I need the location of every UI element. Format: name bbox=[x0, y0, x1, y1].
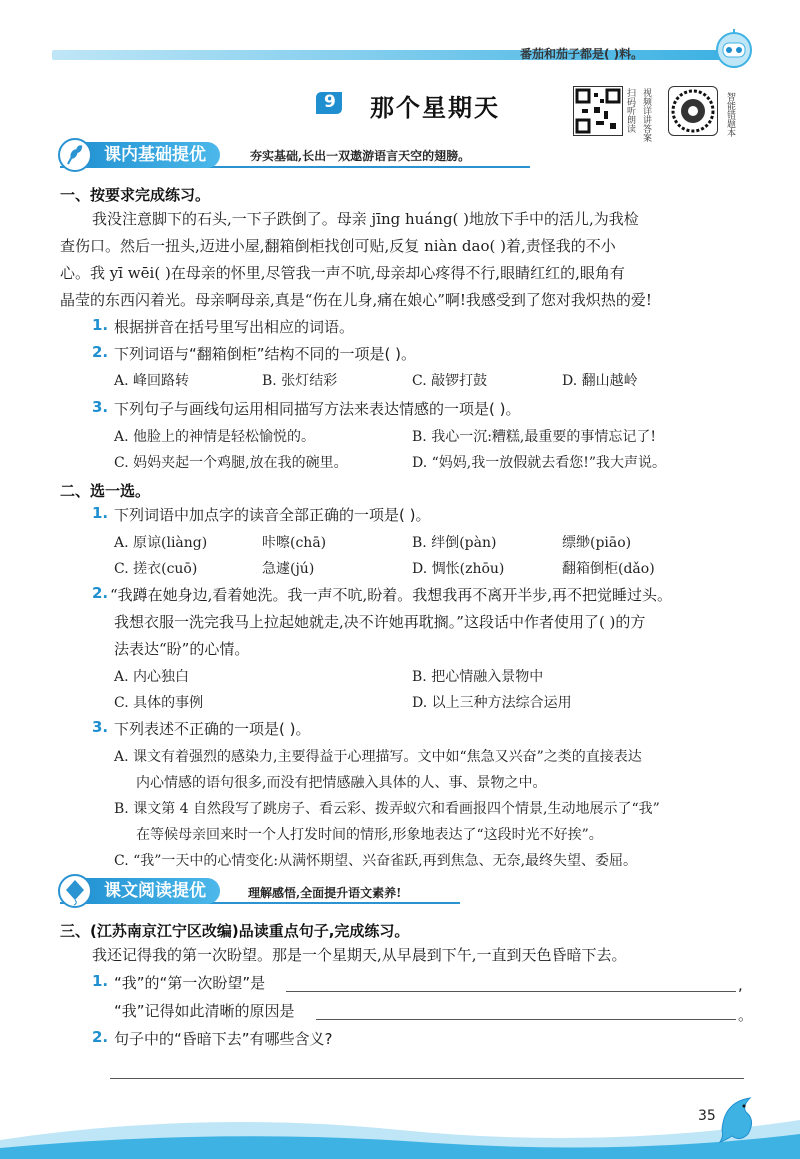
question-number: 1. bbox=[92, 316, 109, 334]
option-continuation: 在等候母亲回来时一个人打发时间的情形,形象地表达了“这段时光不好挨”。 bbox=[136, 827, 603, 843]
question-number: 1. bbox=[92, 504, 109, 522]
option[interactable]: C. 搓衣(cuō) bbox=[114, 561, 198, 577]
part3-heading: 三、(江苏南京江宁区改编)品读重点句子,完成练习。 bbox=[60, 922, 410, 940]
key-sentence: 我还记得我的第一次盼望。那是一个星期天,从早晨到下午,一直到天色昏暗下去。 bbox=[92, 946, 627, 964]
question-text: 下列句子与画线句运用相同描写方法来表达情感的一项是( )。 bbox=[114, 400, 521, 418]
qr-pattern-icon bbox=[669, 87, 717, 135]
option[interactable]: A. 他脸上的神情是轻松愉悦的。 bbox=[114, 429, 316, 445]
option[interactable]: B. 把心情融入景物中 bbox=[412, 669, 544, 685]
option-continuation: 内心情感的语句很多,而没有把情感融入具体的人、事、景物之中。 bbox=[136, 775, 547, 791]
question-number: 2. bbox=[92, 1028, 109, 1046]
kite-icon bbox=[58, 874, 92, 908]
section-subtitle: 理解感悟,全面提升语文素养! bbox=[248, 886, 402, 900]
option-word: 急遽(jú) bbox=[262, 561, 315, 577]
option[interactable]: D. 惆怅(zhōu) bbox=[412, 561, 505, 577]
question-text: 下列词语中加点字的读音全部正确的一项是( )。 bbox=[114, 506, 431, 524]
question-number: 2. bbox=[92, 343, 109, 361]
passage-line: 心。我 yī wēi( )在母亲的怀里,尽管我一声不吭,母亲却心疼得不行,眼睛红红的,眼角有 bbox=[60, 264, 625, 282]
question-number: 3. bbox=[92, 398, 109, 416]
lesson-title: 那个星期天 bbox=[370, 93, 500, 122]
option[interactable]: D. “妈妈,我一放假就去看您!”我大声说。 bbox=[412, 455, 667, 471]
question-text: 下列词语与“翻箱倒柜”结构不同的一项是( )。 bbox=[114, 345, 417, 363]
question-text: 法表达“盼”的心情。 bbox=[114, 640, 250, 658]
question-text: 下列表述不正确的一项是( )。 bbox=[114, 720, 311, 738]
qr-pattern-icon bbox=[574, 87, 622, 135]
punctuation: , bbox=[738, 976, 743, 994]
option[interactable]: C. 具体的事例 bbox=[114, 695, 204, 711]
option[interactable]: C. “我”一天中的心情变化:从满怀期望、兴奋雀跃,再到焦急、无奈,最终失望、委屈。 bbox=[114, 853, 638, 869]
question-text: 我想衣服一洗完我马上拉起她就走,决不许她再耽搁。”这段话中作者使用了( )的方 bbox=[114, 613, 646, 631]
section-badge-basics: 课内基础提优 bbox=[66, 142, 220, 168]
punctuation: 。 bbox=[738, 1006, 754, 1024]
option[interactable]: C. 妈妈夹起一个鸡腿,放在我的碗里。 bbox=[114, 455, 348, 471]
part1-heading: 一、按要求完成练习。 bbox=[60, 186, 211, 204]
lesson-number: 9 bbox=[324, 92, 336, 112]
option[interactable]: B. 我心一沉:糟糕,最重要的事情忘记了! bbox=[412, 429, 656, 445]
passage-line: 我没注意脚下的石头,一下子跌倒了。母亲 jīng huáng( )地放下手中的活儿,为我检 bbox=[92, 210, 639, 228]
question-text: 句子中的“昏暗下去”有哪些含义? bbox=[114, 1030, 333, 1048]
footer-wave bbox=[0, 1110, 800, 1159]
option[interactable]: B. 张灯结彩 bbox=[262, 373, 338, 389]
question-number: 3. bbox=[92, 718, 109, 736]
question-text: “我蹲在她身边,看着她洗。我一声不吭,盼着。我想我再不离开半步,再不把觉睡过头。 bbox=[110, 586, 672, 604]
question-number: 1. bbox=[92, 972, 109, 990]
question-text: “我”的“第一次盼望”是 bbox=[114, 974, 266, 992]
page-number: 35 bbox=[698, 1108, 716, 1124]
header-note: 番茄和茄子都是( )料。 bbox=[520, 47, 644, 61]
qr-code-mistakes[interactable] bbox=[668, 86, 718, 136]
question-text: “我”记得如此清晰的原因是 bbox=[114, 1002, 295, 1020]
option[interactable]: A. 原谅(liàng) bbox=[114, 535, 208, 551]
option-word: 咔嚓(chā) bbox=[262, 535, 327, 551]
answer-line[interactable] bbox=[110, 1078, 744, 1079]
option[interactable]: B. 绊倒(pàn) bbox=[412, 535, 497, 551]
option[interactable]: A. 内心独白 bbox=[114, 669, 190, 685]
option[interactable]: A. 课文有着强烈的感染力,主要得益于心理描写。文中如“焦急又兴奋”之类的直接表达 bbox=[114, 749, 642, 765]
option-word: 翻箱倒柜(dǎo) bbox=[562, 561, 655, 577]
answer-line[interactable] bbox=[286, 991, 736, 992]
part2-heading: 二、选一选。 bbox=[60, 482, 151, 500]
qr-code-listen[interactable] bbox=[573, 86, 623, 136]
question-number: 2. bbox=[92, 584, 109, 602]
wheat-icon bbox=[58, 138, 92, 172]
section-subtitle: 夯实基础,长出一双遨游语言天空的翅膀。 bbox=[250, 149, 471, 163]
answer-line[interactable] bbox=[316, 1019, 736, 1020]
qr-caption-right: 智能错题本 bbox=[725, 92, 735, 137]
dolphin-icon bbox=[712, 1090, 762, 1145]
passage-line-underlined: 晶莹的东西闪着光。母亲啊母亲,真是“伤在儿身,痛在娘心”啊!我感受到了您对我炽热的爱! bbox=[60, 291, 652, 309]
option[interactable]: A. 峰回路转 bbox=[114, 373, 190, 389]
passage-line: 查伤口。然后一扭头,迈进小屋,翻箱倒柜找创可贴,反复 niàn dao( )着,责怪我的不小 bbox=[60, 237, 616, 255]
option[interactable]: C. 敲锣打鼓 bbox=[412, 373, 488, 389]
section-badge-reading: 课文阅读提优 bbox=[66, 878, 220, 904]
question-text: 根据拼音在括号里写出相应的词语。 bbox=[114, 318, 355, 336]
option[interactable]: B. 课文第 4 自然段写了跳房子、看云彩、拨弄蚁穴和看画报四个情景,生动地展示了“我” bbox=[114, 801, 660, 817]
qr-caption-left: 扫码听朗读 bbox=[625, 88, 635, 133]
robot-mascot-icon bbox=[712, 28, 756, 72]
option-word: 缥缈(piāo) bbox=[562, 535, 632, 551]
option[interactable]: D. 以上三种方法综合运用 bbox=[412, 695, 572, 711]
qr-caption-left-2: 视频详讲答案 bbox=[641, 88, 651, 142]
option[interactable]: D. 翻山越岭 bbox=[562, 373, 638, 389]
